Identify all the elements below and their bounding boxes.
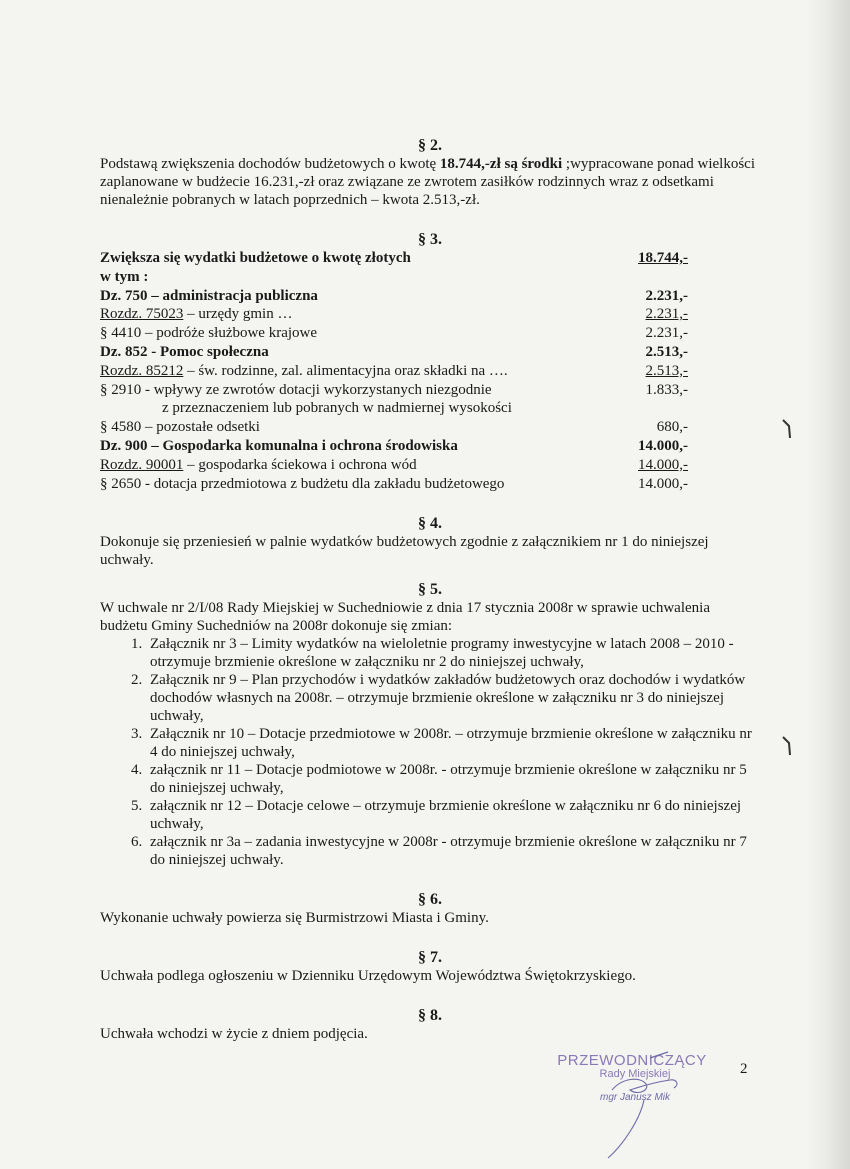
table-row [100,305,760,324]
punch-mark-icon [782,735,792,757]
row-amount: 2.231,- [645,287,688,304]
signature-icon [552,1050,712,1162]
row-amount: 2.231,- [645,325,688,342]
row-label: z przeznaczeniem lub pobranych w nadmiernej wysokości [162,400,512,417]
row-amount: 2.231,- [645,306,688,323]
chapter-code: Rozdz. 75023 [100,306,184,323]
row-label: § 4410 – podróże służbowe krajowe [100,325,318,342]
list-item: 2. Załącznik nr 9 – Plan przychodów i wydatków zakładów budżetowych oraz dochodów i wydatków dochodów własnych na 2008r. – otrzymuje brzmienie określone w załączniku nr 3 do niniejszej uchwały, [146,671,760,725]
row-amount: 2.513,- [645,362,688,379]
table-row [100,324,760,343]
row-label [100,362,508,380]
section-7-title: § 7. [418,949,442,967]
list-item: 6. załącznik nr 3a – zadania inwestycyjne w 2008r - otrzymuje brzmienie określone w załączniku nr 7 do niniejszej uchwały. [146,833,760,869]
row-label [100,305,292,323]
section-8-text: Uchwała wchodzi w życie z dniem podjęcia. [100,1026,368,1043]
section-7-text: Uchwała podlega ogłoszeniu w Dzienniku Urzędowym Województwa Świętokrzyskiego. [100,968,636,985]
section-2-text [100,155,760,209]
section-6-text: Wykonanie uchwały powierza się Burmistrzowi Miasta i Gminy. [100,910,489,927]
stamp-name: mgr Janusz Mik [599,1092,670,1103]
table-row [100,362,760,381]
chapter-code: Rozdz. 90001 [100,456,184,473]
table-row [100,343,760,362]
table-row [100,399,760,418]
row-label: Dz. 900 – Gospodarka komunalna i ochrona środowiska [100,437,458,454]
row-label [100,456,417,474]
row-amount: 14.000,- [638,475,688,492]
row-amount: 14.000,- [638,456,688,473]
list-item: 4. załącznik nr 11 – Dotacje podmiotowe w 2008r. - otrzymuje brzmienie określone w załączniku nr 5 do niniejszej uchwały, [146,761,760,797]
amendment-list [100,635,760,869]
section-6-title: § 6. [418,891,442,909]
table-row [100,381,760,400]
table-row [100,418,760,437]
row-label: § 4580 – pozostałe odsetki [100,419,260,436]
section-2-bold-amount: 18.744,-zł są środki [439,156,563,172]
table-row [100,268,760,287]
row-amount: 680,- [656,419,688,436]
section-4-title: § 4. [418,515,442,533]
section-3-title: § 3. [418,231,442,248]
row-label-rest: – urzędy gmin … [183,306,293,323]
row-amount: 2.513,- [645,343,688,360]
row-label: Dz. 852 - Pomoc społeczna [100,343,269,360]
row-amount: 18.744,- [638,250,688,266]
row-amount: 1.833,- [645,381,688,398]
budget-table [100,249,760,493]
row-label: Zwiększa się wydatki budżetowe o kwotę złotych [100,250,411,266]
list-item: 5. załącznik nr 12 – Dotacje celowe – otrzymuje brzmienie określone w załączniku nr 6 do niniejszej uchwały, [146,797,760,833]
list-item: 3. Załącznik nr 10 – Dotacje przedmiotowe w 2008r. – otrzymuje brzmienie określone w załączniku nr 4 do niniejszej uchwały, [146,725,760,761]
chapter-code: Rozdz. 85212 [100,362,184,379]
table-row [100,249,760,268]
row-label: § 2910 - wpływy ze zwrotów dotacji wykorzystanych niezgodnie [100,381,492,398]
row-label-rest: – gospodarka ściekowa i ochrona wód [183,456,417,473]
page-number: 2 [740,1061,748,1077]
section-8-title: § 8. [418,1007,442,1025]
table-row [100,475,760,494]
stamp-council: Rady Miejskiej [599,1068,671,1080]
row-label: Dz. 750 – administracja publiczna [100,287,318,304]
section-5-intro: W uchwale nr 2/I/08 Rady Miejskiej w Suchedniowie z dnia 17 stycznia 2008r w sprawie uchwalenia budżetu Gminy Suchedniów na 2008r dokonuje się zmian: [100,600,710,635]
row-amount: 14.000,- [638,437,688,454]
section-2-text-part: ;wypracowane ponad wielkości zaplanowane w budżecie 16.231,-zł oraz związane ze zwrotem zasiłków rodzinnych wraz z odsetkami nienależnie pobranych w latach poprzednich – kwota 2.513,-zł. [100,156,756,208]
stamp-title: PRZEWODNICZĄCY [557,1052,707,1069]
table-row [100,437,760,456]
scan-edge-shadow [806,0,850,1169]
row-label: § 2650 - dotacja przedmiotowa z budżetu dla zakładu budżetowego [100,475,505,492]
list-item: 1. Załącznik nr 3 – Limity wydatków na wieloletnie programy inwestycyjne w latach 2008 – 2010 - otrzymuje brzmienie określone w załączniku nr 2 do niniejszej uchwały, [146,635,760,671]
row-label: w tym : [100,268,149,285]
section-4-text: Dokonuje się przeniesień w palnie wydatków budżetowych zgodnie z załącznikiem nr 1 do niniejszej uchwały. [100,534,709,569]
table-row [100,287,760,306]
punch-mark-icon [782,418,792,440]
section-2-text-part: Podstawą zwiększenia dochodów budżetowych o kwotę [100,156,440,172]
row-label-rest: – św. rodzinne, zal. alimentacyjna oraz składki na …. [183,362,508,379]
table-row [100,456,760,475]
chairman-stamp [552,1050,712,1162]
document-body [100,137,760,1043]
section-2-title: § 2. [418,137,442,154]
section-5-title: § 5. [418,581,442,599]
